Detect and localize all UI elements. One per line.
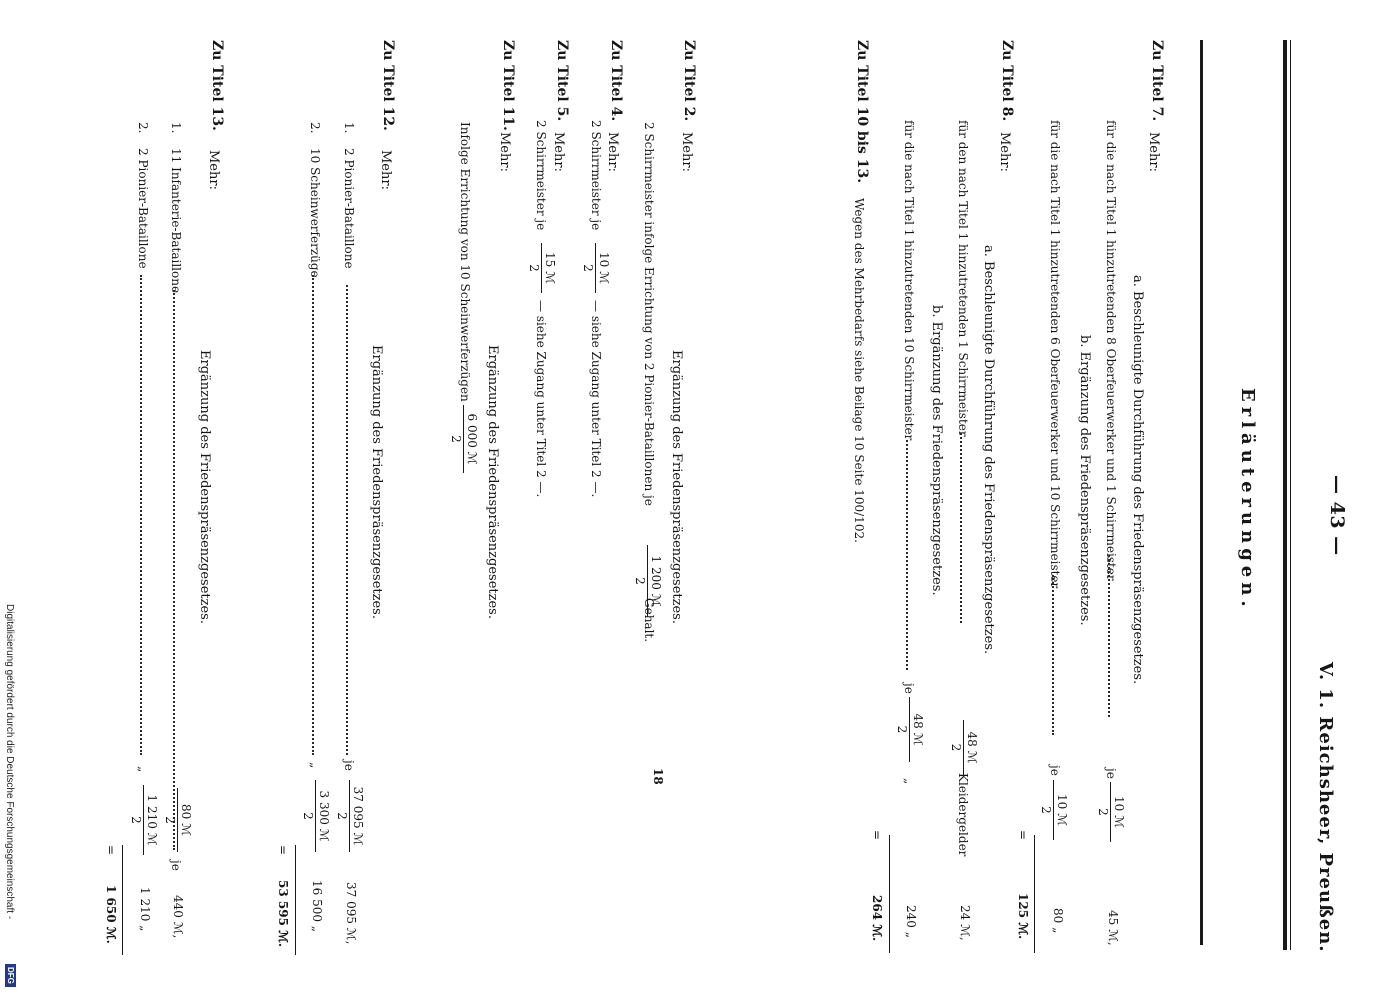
line-amount: 37 095 ℳ,	[344, 882, 358, 945]
line-text: 11 Infanterie-Bataillone	[169, 148, 183, 294]
funding-note: Digitalisierung gefördert durch die Deutsche Forschungsgemeinschaft -	[4, 604, 15, 920]
denominator: 2	[449, 435, 464, 443]
section-intro: Mehr:	[605, 132, 620, 172]
line-text: Infolge Errichtung von 10 Scheinwerferzügen	[458, 122, 472, 402]
line-index: 2.	[308, 122, 322, 134]
sum-total: 1 650 ℳ.	[104, 885, 118, 944]
section-intro: Wegen des Mehrbedarfs siehe Beilage 10 Seite 100/102.	[852, 198, 866, 543]
dot-leader	[346, 285, 348, 755]
line-index: 2.	[136, 122, 150, 134]
line-amount: 1 210 „	[138, 887, 152, 932]
dot-leader	[312, 275, 314, 755]
fraction	[896, 697, 924, 762]
line-suffix: Kleidergelder	[956, 773, 970, 857]
line-prefix: je	[342, 760, 356, 771]
subhead: a. Beschleunigte Durchführung des Friedenspräsenzgesetzes.	[981, 245, 996, 655]
numerator: 10 ℳ	[1055, 794, 1069, 826]
line-text: 2 Schirrmeister infolge Errichtung von 2 Pionier-Bataillonen je	[642, 122, 656, 506]
line-suffix: — siehe Zugang unter Titel 2 —.	[589, 300, 603, 498]
line-prefix: „	[136, 766, 150, 773]
page-number: — 43 —	[1326, 475, 1348, 556]
numerator: 1 200 ℳ	[649, 555, 663, 607]
sum-rule	[889, 835, 890, 953]
equals-sign: =	[104, 845, 118, 856]
fraction	[164, 788, 192, 852]
denominator: 2	[301, 812, 316, 820]
numerator: 15 ℳ	[543, 252, 557, 284]
numerator: 6 000 ℳ	[465, 413, 479, 465]
dot-leader	[960, 433, 962, 623]
section-intro: Mehr:	[679, 132, 694, 172]
line-prefix: „	[308, 762, 322, 769]
fraction	[528, 243, 556, 293]
section-intro: Mehr:	[497, 132, 512, 172]
section-label: Zu Titel 13.	[209, 40, 225, 131]
sum-total: 264 ℳ.	[870, 895, 884, 942]
section-label: Zu Titel 4.	[608, 40, 624, 122]
equals-sign: =	[1016, 830, 1030, 841]
line-index: 1.	[169, 122, 183, 134]
denominator: 2	[1039, 806, 1054, 814]
denominator: 2	[1096, 808, 1111, 816]
denominator: 2	[895, 725, 910, 734]
signature-number: 18	[651, 768, 665, 785]
line-amount: 45 ℳ,	[1106, 910, 1120, 946]
fraction	[582, 243, 610, 293]
line-amount: 16 500 „	[310, 880, 324, 933]
line-prefix: je	[169, 860, 183, 871]
dot-leader	[1052, 575, 1054, 735]
numerator: 48 ℳ	[965, 731, 979, 764]
denominator: 2	[581, 264, 596, 272]
line-index: 1.	[342, 122, 356, 134]
dfg-logo: DFG	[5, 964, 16, 987]
subhead: b. Ergänzung des Friedenspräsenzgesetzes.	[1077, 335, 1092, 626]
fraction	[1097, 782, 1125, 842]
line-text: 2 Pionier-Bataillone	[342, 148, 356, 269]
equals-sign: =	[870, 830, 884, 841]
subhead: Ergänzung des Friedenspräsenzgesetzes.	[197, 350, 212, 624]
section-intro: Mehr:	[997, 132, 1012, 172]
subhead: Ergänzung des Friedenspräsenzgesetzes.	[369, 345, 384, 619]
line-text: für die nach Titel 1 hinzutretenden 8 Oberfeuerwerker und 1 Schirrmeister	[1104, 120, 1118, 581]
line-suffix: — siehe Zugang unter Titel 2 —.	[534, 300, 548, 498]
line-text: für die nach Titel 1 hinzutretenden 6 Oberfeuerwerker und 10 Schirrmeister	[1048, 120, 1062, 589]
denominator: 2	[335, 812, 350, 820]
sum-total: 53 595 ℳ.	[276, 880, 290, 948]
fraction	[302, 780, 330, 852]
section-intro: Mehr:	[378, 150, 393, 190]
subhead: Ergänzung des Friedenspräsenzgesetzes.	[485, 345, 500, 619]
line-amount: 80 „	[1051, 908, 1065, 934]
line-suffix: Gehalt.	[642, 598, 656, 643]
numerator: 37 095 ℳ	[351, 786, 365, 846]
section-intro: Mehr:	[206, 150, 221, 190]
line-text: 2 Schirrmeister je	[534, 120, 548, 231]
denominator: 2	[949, 743, 964, 752]
sum-rule	[1034, 835, 1035, 953]
dot-leader	[906, 440, 908, 670]
numerator: 10 ℳ	[597, 252, 611, 284]
fraction	[130, 785, 158, 855]
line-text: für den nach Titel 1 hinzutretenden 1 Schirrmeister	[956, 120, 970, 437]
line-amount: 240 „	[904, 905, 918, 938]
line-amount: 24 ℳ,	[958, 905, 972, 941]
section-intro: Mehr:	[551, 132, 566, 172]
sum-total: 125 ℳ.	[1016, 893, 1030, 940]
column-rule	[1200, 40, 1203, 945]
dot-leader	[140, 275, 142, 755]
numerator: 10 ℳ	[1112, 796, 1126, 828]
line-text: 10 Scheinwerferzüge	[308, 148, 322, 278]
line-suffix: „	[902, 778, 916, 785]
section-label: Zu Titel 11.	[500, 40, 516, 131]
denominator: 2	[129, 816, 144, 824]
subhead: a. Beschleunigte Durchführung des Friedenspräsenzgesetzes.	[1130, 275, 1145, 685]
line-amount: 440 ℳ,	[171, 895, 185, 939]
numerator: 80 ℳ	[179, 804, 193, 836]
section-label: Zu Titel 2.	[681, 40, 697, 122]
numerator: 3 300 ℳ	[317, 790, 331, 842]
section-label: Zu Titel 8.	[999, 40, 1015, 122]
fraction	[450, 405, 478, 473]
dot-leader	[173, 290, 175, 850]
subhead: Ergänzung des Friedenspräsenzgesetzes.	[669, 350, 684, 624]
numerator: 1 210 ℳ	[145, 794, 159, 846]
denominator: 2	[527, 264, 542, 272]
fraction	[1040, 780, 1068, 840]
line-text: 2 Schirrmeister je	[589, 120, 603, 231]
sum-rule	[122, 845, 123, 955]
page-title: V. 1. Reichsheer, Preußen.	[1315, 662, 1336, 953]
section-heading: Erläuterungen.	[1237, 388, 1258, 612]
denominator: 2	[163, 816, 178, 824]
sum-rule	[295, 845, 296, 955]
title-rule-thin	[1290, 40, 1291, 950]
section-label: Zu Titel 5.	[554, 40, 570, 122]
line-prefix: je	[902, 683, 916, 694]
section-label: Zu Titel 12.	[380, 40, 396, 131]
section-label: Zu Titel 7.	[1149, 40, 1165, 122]
fraction	[336, 780, 364, 852]
dot-leader	[1108, 555, 1110, 717]
section-label: Zu Titel 10 bis 13.	[854, 40, 870, 184]
line-text: für die nach Titel 1 hinzutretenden 10 Schirrmeister	[902, 120, 916, 441]
section-intro: Mehr:	[1146, 132, 1161, 172]
line-prefix: je	[1104, 768, 1118, 779]
title-rule-thick	[1283, 40, 1287, 950]
fraction	[950, 720, 978, 775]
numerator: 48 ℳ	[911, 713, 925, 746]
equals-sign: =	[276, 845, 290, 856]
subhead: b. Ergänzung des Friedenspräsenzgesetzes.	[929, 305, 944, 596]
line-text: 2 Pionier-Bataillone	[136, 148, 150, 269]
line-prefix: je	[1048, 765, 1062, 776]
denominator: 2	[633, 577, 648, 585]
